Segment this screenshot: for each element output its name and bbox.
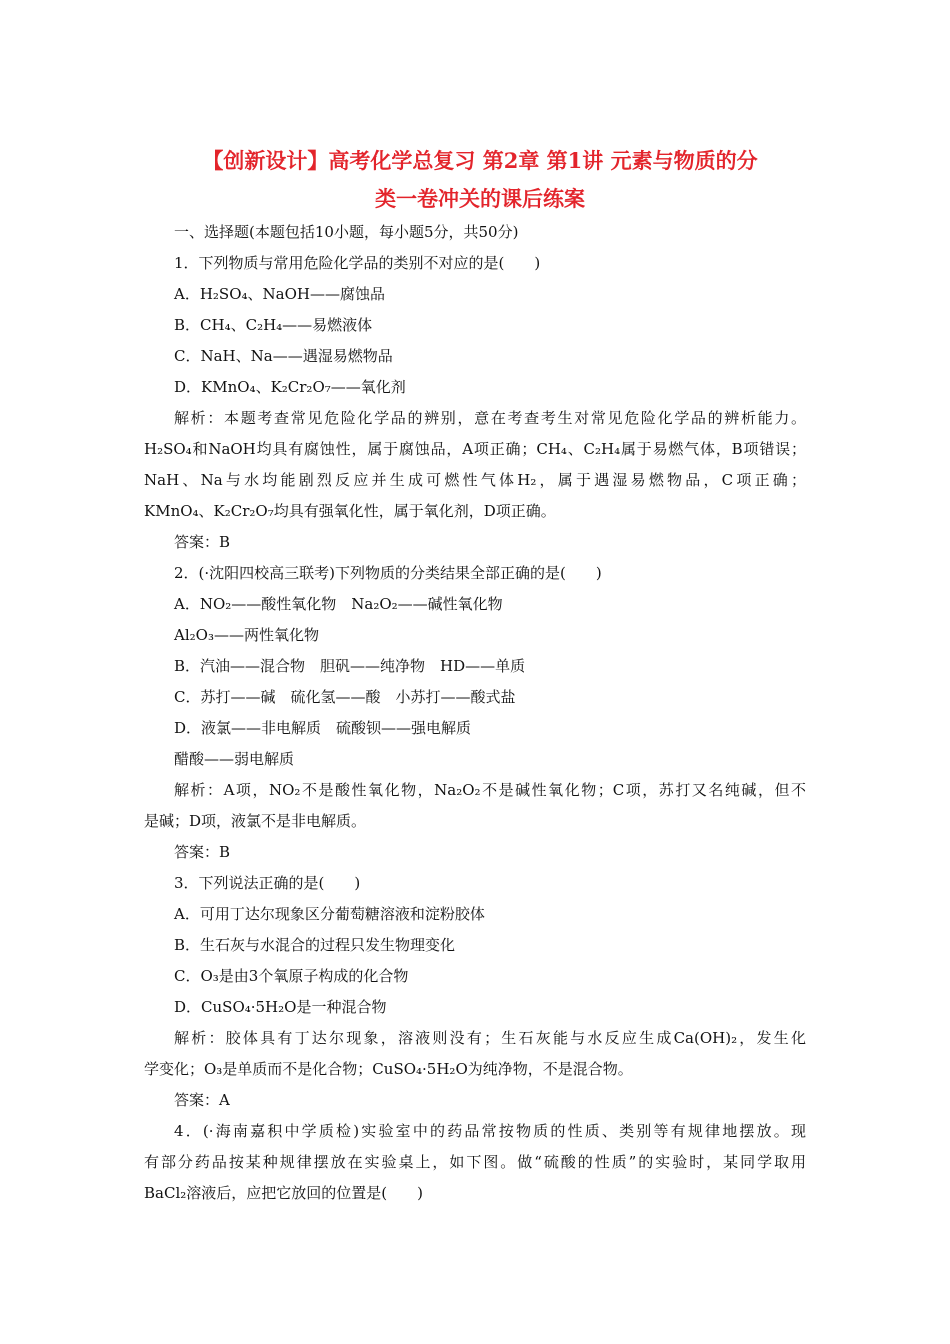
q2-option-a-line-2: Al₂O₃——两性氧化物	[174, 626, 319, 644]
q3-explanation-line-1: 解析：胶体具有丁达尔现象，溶液则没有；生石灰能与水反应生成Ca(OH)₂，发生化	[174, 1029, 806, 1047]
q2-explanation-line-1: 解析：A项，NO₂不是酸性氧化物，Na₂O₂不是碱性氧化物；C项，苏打又名纯碱，但不	[174, 781, 806, 799]
q2-answer: 答案：B	[174, 843, 231, 861]
q1-answer: 答案：B	[174, 533, 231, 551]
q1-stem: 1．下列物质与常用危险化学品的类别不对应的是( )	[174, 254, 541, 272]
q1-explanation-line-3: NaH、Na与水均能剧烈反应并生成可燃性气体H₂，属于遇湿易燃物品，C项正确；	[144, 471, 806, 489]
q1-option-c: C．NaH、Na——遇湿易燃物品	[174, 347, 393, 365]
q2-option-c: C．苏打——碱 硫化氢——酸 小苏打——酸式盐	[174, 688, 516, 706]
q2-explanation-line-2: 是碱；D项，液氯不是非电解质。	[144, 812, 367, 830]
q1-explanation-line-2: H₂SO₄和NaOH均具有腐蚀性，属于腐蚀品，A项正确；CH₄、C₂H₄属于易燃气体，B项错误；	[144, 440, 806, 458]
q2-option-d-line-1: D．液氯——非电解质 硫酸钡——强电解质	[174, 719, 472, 737]
q1-option-b: B．CH₄、C₂H₄——易燃液体	[174, 316, 373, 334]
q3-answer: 答案：A	[174, 1091, 230, 1109]
q4-stem-line-2: 有部分药品按某种规律摆放在实验桌上，如下图。做“硫酸的性质”的实验时，某同学取用	[144, 1153, 806, 1171]
q1-explanation-line-4: KMnO₄、K₂Cr₂O₇均具有强氧化性，属于氧化剂，D项正确。	[144, 502, 556, 520]
document-title-line-1: 【创新设计】高考化学总复习 第2章 第1讲 元素与物质的分	[202, 148, 758, 173]
document-title-line-2: 类一卷冲关的课后练案	[375, 186, 585, 211]
q2-option-a-line-1: A．NO₂——酸性氧化物 Na₂O₂——碱性氧化物	[174, 595, 503, 613]
q2-stem: 2．(·沈阳四校高三联考)下列物质的分类结果全部正确的是( )	[174, 564, 602, 582]
q3-option-d: D．CuSO₄·5H₂O是一种混合物	[174, 998, 387, 1016]
q3-option-a: A．可用丁达尔现象区分葡萄糖溶液和淀粉胶体	[174, 905, 485, 923]
q1-option-a: A．H₂SO₄、NaOH——腐蚀品	[174, 285, 385, 303]
q2-option-b: B．汽油——混合物 胆矾——纯净物 HD——单质	[174, 657, 526, 675]
q3-option-b: B．生石灰与水混合的过程只发生物理变化	[174, 936, 456, 954]
q1-option-d: D．KMnO₄、K₂Cr₂O₇——氧化剂	[174, 378, 406, 396]
section-heading: 一、选择题(本题包括10小题，每小题5分，共50分)	[174, 223, 519, 241]
q3-option-c: C．O₃是由3个氧原子构成的化合物	[174, 967, 409, 985]
q1-explanation-line-1: 解析：本题考查常见危险化学品的辨别，意在考查考生对常见危险化学品的辨析能力。	[174, 409, 806, 427]
q2-option-d-line-2: 醋酸——弱电解质	[174, 750, 295, 768]
q4-stem-line-3: BaCl₂溶液后，应把它放回的位置是( )	[144, 1184, 423, 1202]
q4-stem-line-1: 4．(·海南嘉积中学质检)实验室中的药品常按物质的性质、类别等有规律地摆放。现	[174, 1122, 806, 1140]
q3-stem: 3．下列说法正确的是( )	[174, 874, 361, 892]
q3-explanation-line-2: 学变化；O₃是单质而不是化合物；CuSO₄·5H₂O为纯净物，不是混合物。	[144, 1060, 633, 1078]
